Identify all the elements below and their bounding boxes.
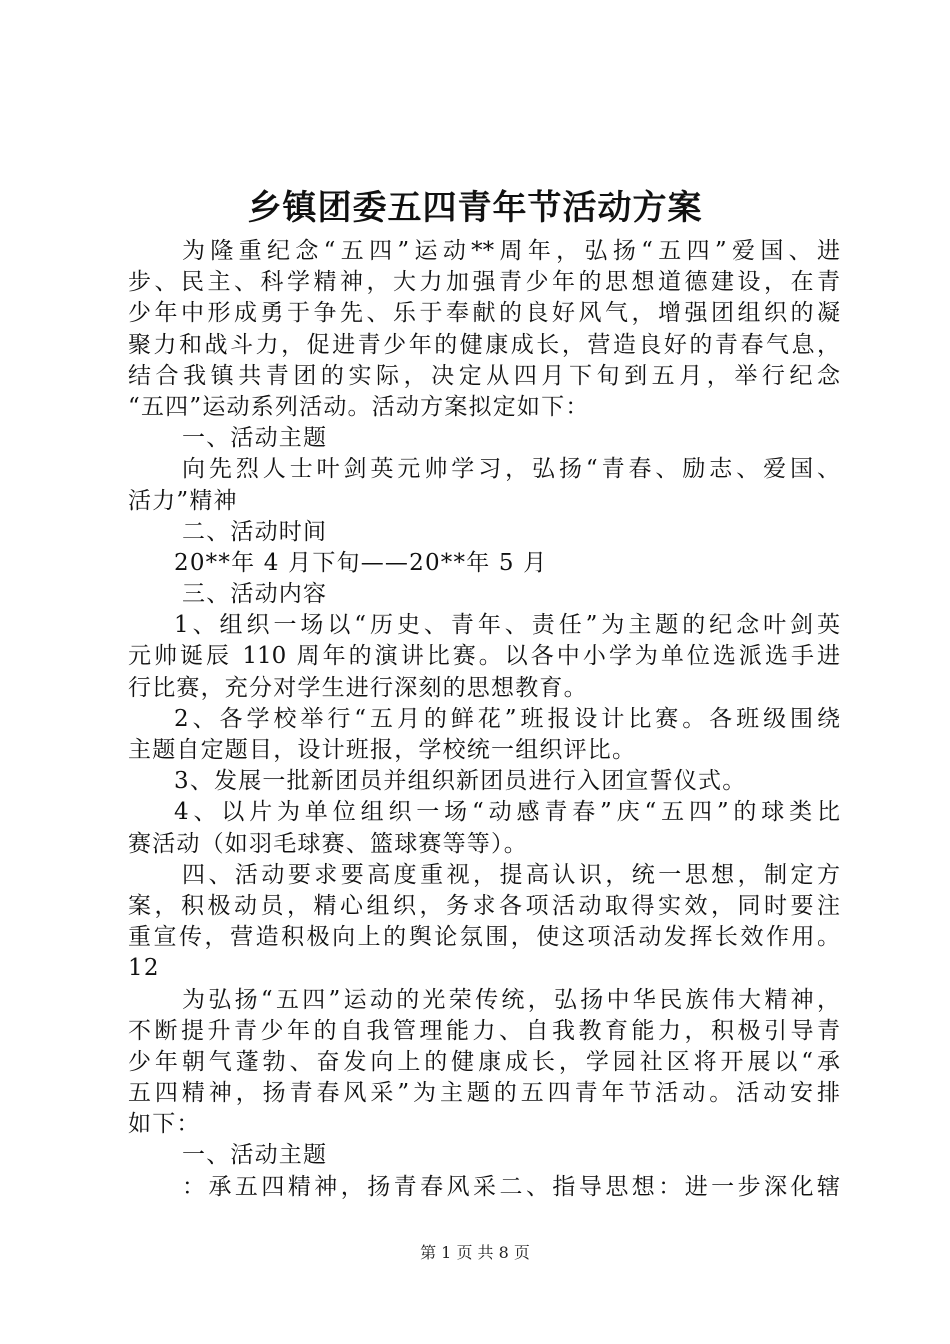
body-line: 20**年 4 月下旬——20**年 5 月 (174, 549, 548, 576)
body-line: 为隆重纪念“五四”运动**周年，弘扬“五四”爱国、进 (182, 238, 840, 264)
body-line: 1、组织一场以“历史、青年、责任”为主题的纪念叶剑英 (174, 612, 840, 639)
body-line: 少年中形成勇于争先、乐于奉献的良好风气，增强团组织的凝 (128, 300, 840, 327)
body-line: 为弘扬“五四”运动的光荣传统，弘扬中华民族伟大精神， (182, 986, 840, 1013)
body-line: 赛活动（如羽毛球赛、篮球赛等等）。 (128, 830, 528, 857)
body-line: 重宣传，营造积极向上的舆论氛围，使这项活动发挥长效作用。 (128, 924, 840, 951)
body-line: “五四”运动系列活动。活动方案拟定如下： (128, 393, 590, 420)
body-line: 4、以片为单位组织一场“动感青春”庆“五四”的球类比 (174, 799, 840, 826)
body-line: 结合我镇共青团的实际，决定从四月下旬到五月，举行纪念 (128, 362, 840, 389)
body-line: 聚力和战斗力，促进青少年的健康成长，营造良好的青春气息， (128, 331, 840, 358)
section-heading: 二、活动时间 (182, 518, 328, 545)
body-line: 四、活动要求要高度重视，提高认识，统一思想，制定方 (182, 861, 840, 888)
body-line: 行比赛，充分对学生进行深刻的思想教育。 (128, 674, 588, 701)
section-heading: 一、活动主题 (182, 425, 328, 452)
body-line: 如下： (128, 1111, 201, 1138)
body-line: 案，积极动员，精心组织，务求各项活动取得实效，同时要注 (128, 892, 840, 919)
body-line: 12 (128, 955, 160, 982)
body-line: 向先烈人士叶剑英元帅学习，弘扬“青春、励志、爱国、 (182, 456, 840, 483)
body-line: 步、民主、科学精神，大力加强青少年的思想道德建设，在青 (128, 269, 840, 296)
body-line: 元帅诞辰 110 周年的演讲比赛。以各中小学为单位选派选手进 (128, 643, 840, 670)
document-body (128, 236, 840, 1203)
body-line: 五四精神，扬青春风采”为主题的五四青年节活动。活动安排 (128, 1080, 840, 1107)
body-line: 活力”精神 (128, 487, 238, 514)
body-line: 不断提升青少年的自我管理能力、自我教育能力，积极引导青 (128, 1017, 840, 1044)
body-line: 2、各学校举行“五月的鲜花”班报设计比赛。各班级围绕 (174, 705, 840, 732)
section-heading: 三、活动内容 (182, 581, 328, 608)
body-line: 少年朝气蓬勃、奋发向上的健康成长，学园社区将开展以“承 (128, 1048, 840, 1075)
document-title: 乡镇团委五四青年节活动方案 (247, 188, 703, 228)
page-footer: 第 1 页 共 8 页 (420, 1243, 530, 1262)
body-line: 主题自定题目，设计班报，学校统一组织评比。 (128, 737, 637, 763)
section-heading: 一、活动主题 (182, 1142, 328, 1169)
body-line: ：承五四精神，扬青春风采二、指导思想：进一步深化辖 (182, 1173, 840, 1200)
body-line: 3、发展一批新团员并组织新团员进行入团宣誓仪式。 (174, 768, 747, 795)
